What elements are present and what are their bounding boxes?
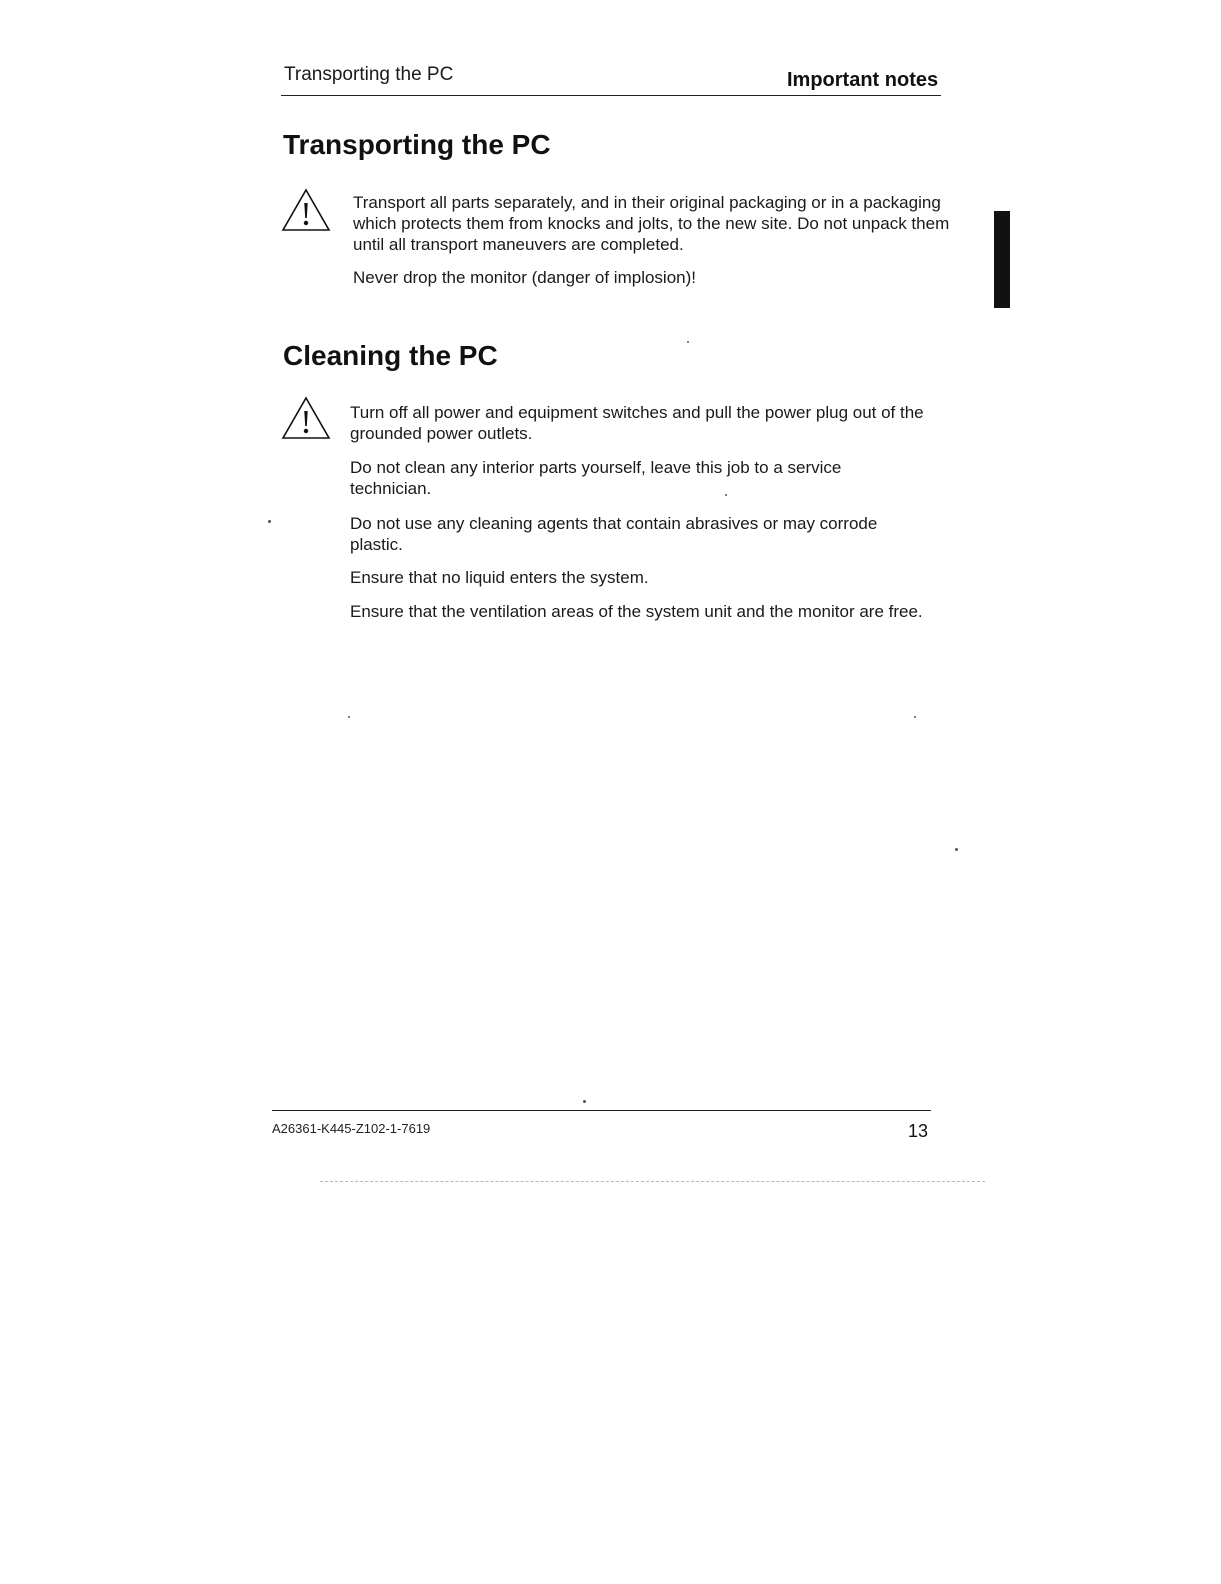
- transport-paragraph: Transport all parts separately, and in their original packaging or in a packaging which protects them from knocks and jolts, to the new site. Do not unpack them until all transport maneuvers are completed.: [353, 193, 950, 254]
- scan-speck: [687, 341, 689, 343]
- scan-edge-line: [320, 1181, 985, 1182]
- scan-speck: [725, 494, 727, 496]
- section-title-transporting: Transporting the PC: [283, 129, 551, 160]
- cleaning-agents-paragraph: Do not use any cleaning agents that contain abrasives or may corrode plastic.: [350, 514, 878, 554]
- scan-speck: [914, 716, 916, 718]
- section-title-cleaning: Cleaning the PC: [283, 340, 498, 371]
- warning-icon: [280, 187, 332, 233]
- interior-parts-paragraph: Do not clean any interior parts yourself, leave this job to a service technician.: [350, 458, 842, 498]
- page-number: 13: [908, 1121, 929, 1141]
- no-liquid-paragraph: Ensure that no liquid enters the system.: [350, 568, 649, 587]
- power-off-paragraph: Turn off all power and equipment switches and pull the power plug out of the grounded power outlets.: [350, 403, 924, 443]
- scan-speck: [955, 848, 958, 851]
- running-header-title: Transporting the PC: [284, 64, 454, 85]
- warning-icon: [280, 395, 332, 441]
- running-header-chapter: Important notes: [787, 69, 939, 91]
- chapter-thumb-marker: [994, 211, 1010, 308]
- scan-speck: [348, 716, 350, 718]
- ventilation-paragraph: Ensure that the ventilation areas of the system unit and the monitor are free.: [350, 602, 923, 621]
- implosion-warning: Never drop the monitor (danger of implosion)!: [353, 268, 696, 287]
- scan-speck: [268, 520, 271, 523]
- header-divider: [281, 95, 941, 96]
- footer-divider: [272, 1110, 931, 1111]
- scan-speck: [583, 1100, 586, 1103]
- document-number: A26361-K445-Z102-1-7619: [272, 1121, 431, 1136]
